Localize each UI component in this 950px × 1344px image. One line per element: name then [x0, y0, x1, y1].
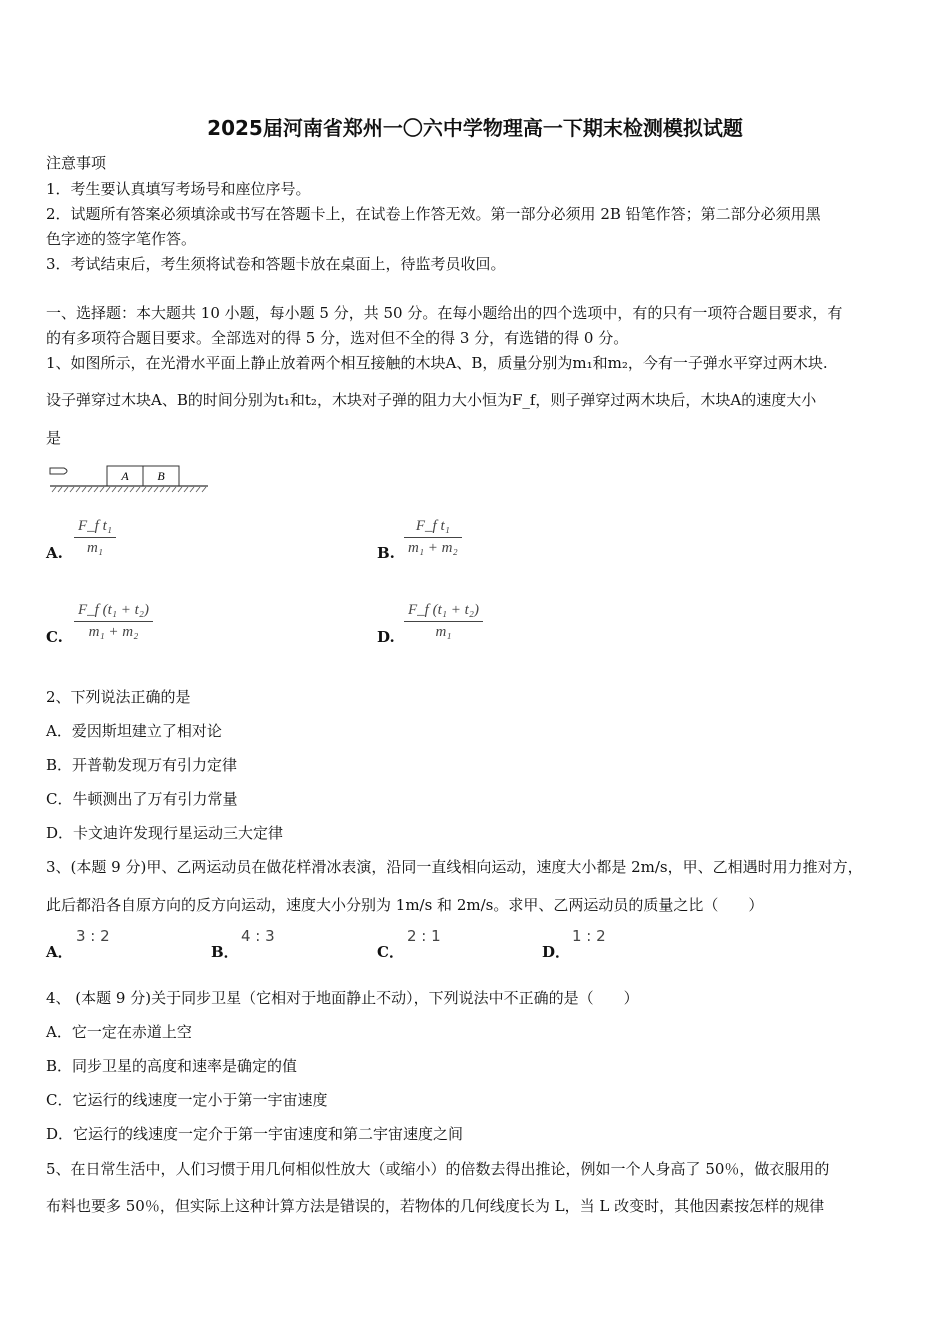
q1-option-a-formula: [74, 518, 116, 557]
q3-stem: 3、(本题 9 分)甲、乙两运动员在做花样滑冰表演，沿同一直线相向运动，速度大小都是 2m/s，甲、乙相遇时用力推对方，: [46, 858, 863, 876]
section-intro: 一、选择题：本大题共 10 小题，每小题 5 分，共 50 分。在每小题给出的四个选项中，有的只有一项符合题目要求，有: [46, 304, 843, 322]
denominator: m₁ + m₂: [88, 624, 139, 640]
bullet-blocks-figure: [48, 462, 213, 496]
q1-option-d-label[interactable]: D.: [377, 628, 395, 646]
q5-stem: 5、在日常生活中，人们习惯于用几何相似性放大（或缩小）的倍数去得出推论，例如一个人身高了 50％，做衣服用的: [46, 1160, 830, 1178]
q1-option-b-label[interactable]: B.: [377, 544, 395, 562]
numerator: F_f (t₁ + t₂): [78, 602, 149, 618]
q2-option[interactable]: B．开普勒发现万有引力定律: [46, 756, 238, 774]
notice-heading: 注意事项: [46, 154, 107, 172]
denominator: m₁ + m₂: [408, 540, 458, 556]
q4-option[interactable]: C．它运行的线速度一定小于第一宇宙速度: [46, 1091, 328, 1109]
block-a-label: A: [121, 469, 129, 483]
q1-stem: 是: [46, 429, 62, 447]
ground-hatch: [52, 487, 206, 492]
q3-option-d-value: 1 : 2: [572, 927, 606, 945]
q2-option[interactable]: A．爱因斯坦建立了相对论: [46, 722, 222, 740]
numerator: F_f t₁: [78, 518, 112, 534]
notice-item: 3．考试结束后，考生须将试卷和答题卡放在桌面上，待监考员收回。: [46, 255, 506, 273]
q1-option-d-formula: [404, 602, 483, 641]
q1-option-a-label[interactable]: A.: [46, 544, 63, 562]
page-title: 2025届河南省郑州一〇六中学物理高一下期末检测模拟试题: [207, 116, 743, 140]
q4-stem: 4、 (本题 9 分)关于同步卫星（它相对于地面静止不动），下列说法中不正确的是（ ）: [46, 989, 639, 1007]
block-b-label: B: [157, 469, 165, 483]
q5-stem: 布料也要多 50％，但实际上这种计算方法是错误的，若物体的几何线度长为 L，当 L 改变时，其他因素按怎样的规律: [46, 1197, 825, 1215]
section-intro: 的有多项符合题目要求。全部选对的得 5 分，选对但不全的得 3 分，有选错的得 0 分。: [46, 329, 629, 347]
q1-option-c-label[interactable]: C.: [46, 628, 63, 646]
q1-option-c-formula: [74, 602, 153, 641]
notice-item: 1．考生要认真填写考场号和座位序号。: [46, 180, 311, 198]
notice-item: 色字迹的签字笔作答。: [46, 230, 197, 248]
q3-option-c-value: 2 : 1: [407, 927, 441, 945]
notice-item: 2．试题所有答案必须填涂或书写在答题卡上，在试卷上作答无效。第一部分必须用 2B 铅笔作答；第二部分必须用黑: [46, 205, 821, 223]
q4-option[interactable]: B．同步卫星的高度和速率是确定的值: [46, 1057, 298, 1075]
q3-option-a-label[interactable]: A．: [46, 943, 73, 961]
q3-option-b-label[interactable]: B．: [211, 943, 239, 961]
q4-option[interactable]: D．它运行的线速度一定介于第一宇宙速度和第二宇宙速度之间: [46, 1125, 464, 1143]
numerator: F_f t₁: [415, 518, 450, 534]
q2-option[interactable]: C．牛顿测出了万有引力常量: [46, 790, 238, 808]
q1-option-b-formula: [404, 518, 462, 557]
q3-stem: 此后都沿各自原方向的反方向运动，速度大小分别为 1m/s 和 2m/s。求甲、乙两运动员的质量之比（ ）: [46, 896, 764, 914]
numerator: F_f (t₁ + t₂): [408, 602, 479, 618]
denominator: m₁: [435, 624, 452, 640]
q2-stem: 2、下列说法正确的是: [46, 688, 191, 706]
q3-option-c-label[interactable]: C．: [377, 943, 404, 961]
bullet-icon: [50, 468, 67, 474]
q1-stem: 1、如图所示，在光滑水平面上静止放着两个相互接触的木块A、B，质量分别为m₁和m₂，今有一子弹水平穿过两木块.: [46, 354, 828, 372]
q1-stem: 设子弹穿过木块A、B的时间分别为t₁和t₂，木块对子弹的阻力大小恒为F_f，则子弹穿过两木块后，木块A的速度大小: [46, 391, 817, 409]
q4-option[interactable]: A．它一定在赤道上空: [46, 1023, 192, 1041]
q3-option-d-label[interactable]: D．: [542, 943, 571, 961]
denominator: m₁: [86, 540, 104, 556]
q3-option-b-value: 4 : 3: [241, 927, 275, 945]
q3-option-a-value: 3 : 2: [76, 927, 110, 945]
q2-option[interactable]: D．卡文迪许发现行星运动三大定律: [46, 824, 284, 842]
